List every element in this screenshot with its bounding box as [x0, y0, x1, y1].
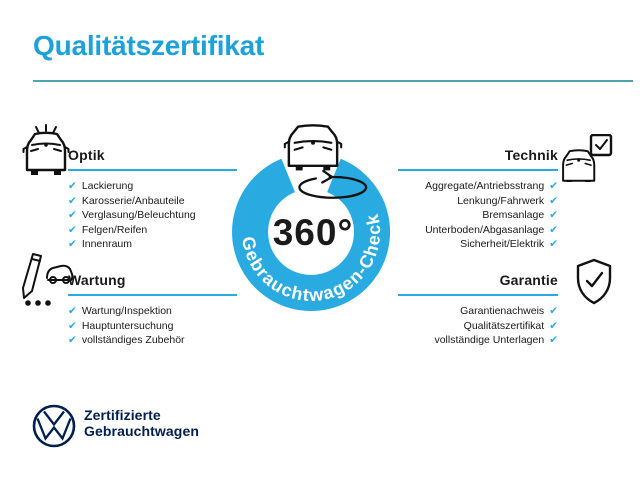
check-icon: ✔ — [68, 209, 77, 221]
section-divider-wartung — [68, 294, 237, 296]
check-icon: ✔ — [549, 334, 558, 346]
check-item-label: Sicherheit/Elektrik — [460, 238, 545, 250]
brand-wordmark — [84, 408, 199, 439]
check-item-label: Innenraum — [81, 238, 133, 250]
check-item — [398, 237, 558, 252]
check-icon: ✔ — [68, 238, 77, 250]
section-optik — [68, 146, 237, 252]
vw-logo — [32, 404, 76, 448]
check-item — [398, 223, 558, 238]
check-item — [68, 179, 237, 194]
check-item-label: vollständige Unterlagen — [434, 334, 545, 346]
service-checklist-icon — [20, 253, 74, 312]
section-divider-optik — [68, 169, 237, 171]
svg-text:Gebrauchtwagen-Check — [238, 212, 384, 306]
brand-wordmark-line1: Zertifizierte — [84, 407, 161, 423]
section-title-wartung: Wartung — [68, 272, 126, 288]
section-divider-technik — [398, 169, 558, 171]
check-icon: ✔ — [549, 238, 558, 250]
check-item-label: Unterboden/Abgasanlage — [425, 223, 545, 236]
checklist-optik — [68, 179, 237, 252]
car-front-shine-icon — [22, 124, 70, 183]
check-item — [68, 304, 237, 319]
check-icon: ✔ — [68, 334, 77, 346]
check-icon: ✔ — [68, 319, 77, 332]
section-technik — [398, 146, 558, 252]
check-item-label: Hauptuntersuchung — [81, 319, 174, 332]
section-title-optik: Optik — [68, 147, 105, 163]
checklist-garantie — [398, 304, 558, 348]
section-title-technik: Technik — [504, 147, 558, 163]
degree-label: 360° — [272, 212, 354, 253]
check-item-label: Felgen/Reifen — [81, 223, 148, 236]
check-icon: ✔ — [68, 180, 77, 192]
check-item — [68, 333, 237, 348]
check-item — [398, 304, 558, 319]
header-divider — [33, 80, 633, 82]
check-icon: ✔ — [68, 194, 77, 207]
brand-wordmark-line2: Gebrauchtwagen — [84, 422, 199, 439]
check-icon: ✔ — [549, 209, 558, 221]
check-icon: ✔ — [68, 223, 77, 236]
section-title-garantie: Garantie — [499, 272, 558, 288]
check-item — [68, 208, 237, 223]
check-item — [398, 179, 558, 194]
check-item — [68, 223, 237, 238]
check-item-label: Lenkung/Fahrwerk — [457, 194, 545, 207]
check-item-label: Garantienachweis — [460, 305, 545, 317]
check-item-label: Wartung/Inspektion — [81, 305, 172, 317]
check-item — [398, 319, 558, 334]
shield-check-icon — [573, 258, 615, 311]
check-item-label: Verglasung/Beleuchtung — [81, 209, 196, 221]
ring-360 — [250, 175, 372, 293]
car-checkbox-icon — [561, 134, 613, 187]
check-icon: ✔ — [549, 319, 558, 332]
checklist-wartung — [68, 304, 237, 348]
check-item — [398, 194, 558, 209]
check-item — [68, 194, 237, 209]
check-icon: ✔ — [549, 305, 558, 317]
check-item-label: Aggregate/Antriebsstrang — [425, 180, 545, 192]
check-icon: ✔ — [549, 194, 558, 207]
car-360-rotation-icon — [285, 125, 366, 197]
section-wartung — [68, 271, 237, 348]
check-item-label: Lackierung — [81, 180, 134, 192]
ring-label: Gebrauchtwagen-Check — [237, 211, 385, 306]
check-item-label: Bremsanlage — [482, 209, 545, 221]
check-icon: ✔ — [549, 180, 558, 192]
checklist-technik — [398, 179, 558, 252]
check-icon: ✔ — [68, 305, 77, 317]
check-item-label: vollständiges Zubehör — [81, 334, 185, 346]
check-item — [398, 208, 558, 223]
check-item-label: Qualitätszertifikat — [463, 319, 545, 332]
section-divider-garantie — [398, 294, 558, 296]
section-garantie — [398, 271, 558, 348]
check-item-label: Karosserie/Anbauteile — [81, 194, 185, 207]
check-item — [398, 333, 558, 348]
check-item — [68, 237, 237, 252]
check-icon: ✔ — [549, 223, 558, 236]
page-title: Qualitätszertifikat — [33, 30, 265, 61]
check-item — [68, 319, 237, 334]
